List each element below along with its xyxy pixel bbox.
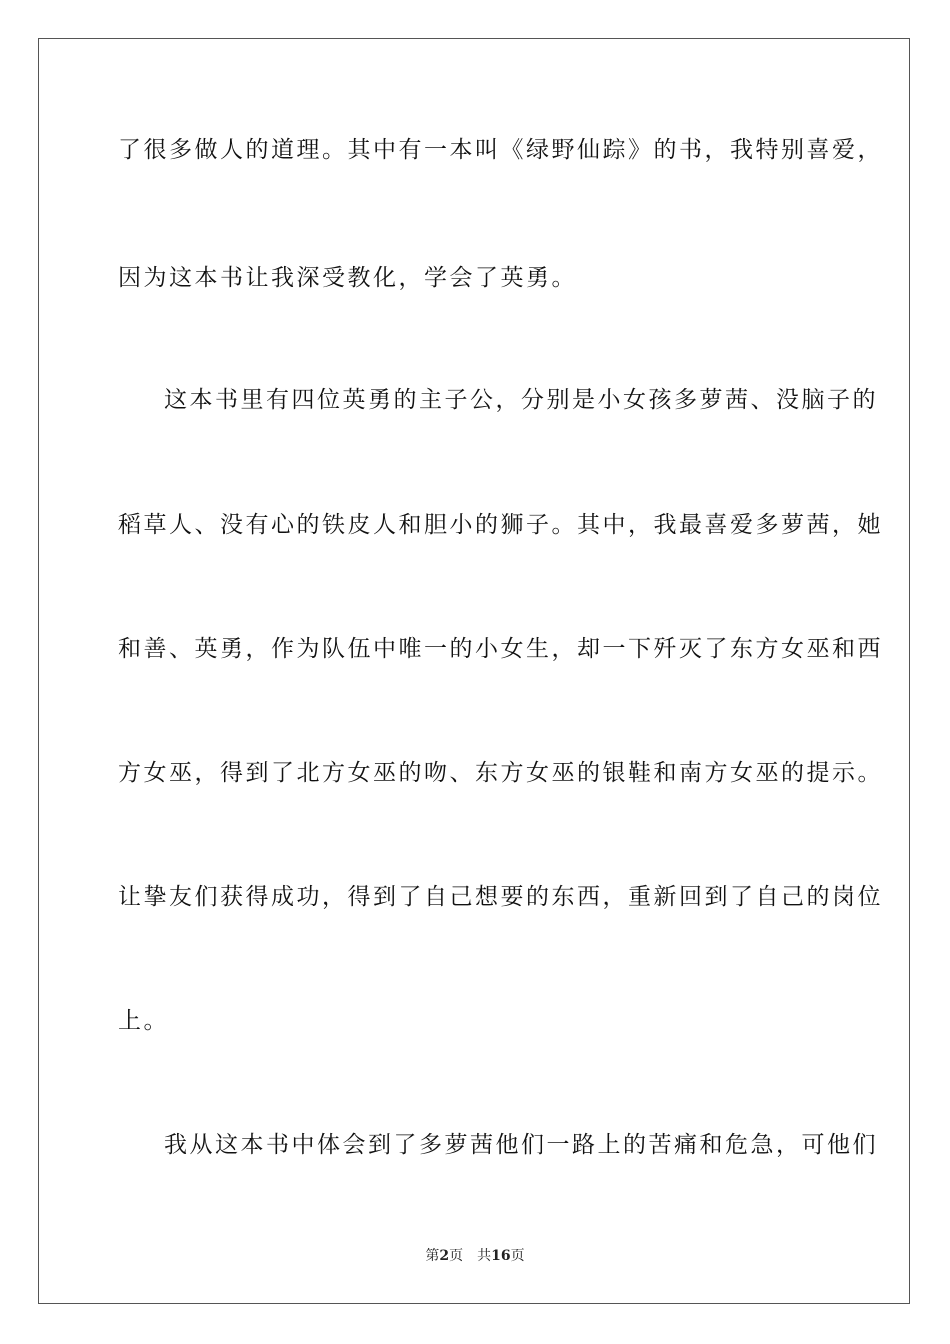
text-line-8: 上。: [118, 1008, 169, 1034]
page-footer: [0, 1247, 950, 1265]
text-line-4: 稻草人、没有心的铁皮人和胆小的狮子。其中，我最喜爱多萝茜，她: [118, 512, 883, 538]
text-line-9: 我从这本书中体会到了多萝茜他们一路上的苦痛和危急，可他们: [164, 1132, 878, 1158]
text-line-1: 了很多做人的道理。其中有一本叫《绿野仙踪》的书，我特别喜爱，: [118, 137, 883, 163]
total-prefix: 共: [477, 1248, 492, 1264]
total-pages: 16: [491, 1248, 511, 1264]
page-prefix: 第: [425, 1248, 440, 1264]
page-suffix: 页: [449, 1248, 464, 1264]
text-line-2: 因为这本书让我深受教化，学会了英勇。: [118, 265, 577, 291]
total-suffix: 页: [510, 1248, 525, 1264]
page-number: 2: [439, 1248, 450, 1264]
text-line-7: 让挚友们获得成功，得到了自己想要的东西，重新回到了自己的岗位: [118, 884, 883, 910]
text-line-6: 方女巫，得到了北方女巫的吻、东方女巫的银鞋和南方女巫的提示。: [118, 760, 883, 786]
text-line-3: 这本书里有四位英勇的主子公，分别是小女孩多萝茜、没脑子的: [164, 387, 878, 413]
page-frame: [38, 38, 910, 1304]
text-line-5: 和善、英勇，作为队伍中唯一的小女生，却一下歼灭了东方女巫和西: [118, 636, 883, 662]
